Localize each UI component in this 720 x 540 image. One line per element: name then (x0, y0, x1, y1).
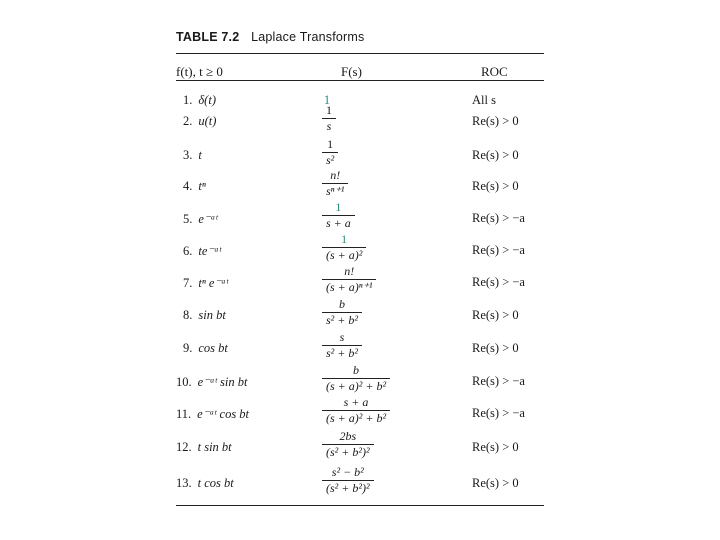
Fs-fraction: $\frac{n!}{\text{(s + a)ⁿ⁺¹}}$ (322, 265, 376, 294)
ft-cell: 3. t (183, 148, 202, 162)
table-row (0, 233, 720, 264)
table-row (0, 104, 720, 135)
ft-cell: 1. δ(t) (183, 93, 216, 107)
table-row (0, 364, 720, 395)
table-row (0, 169, 720, 200)
roc-cell: All s (472, 93, 496, 107)
roc-cell: Re(s) > −a (472, 374, 525, 388)
ft-cell: 9. cos bt (183, 341, 228, 355)
header-Fs: F(s) (341, 64, 362, 79)
ft-cell: 12. t sin bt (176, 440, 232, 454)
roc-cell: Re(s) > 0 (472, 308, 519, 322)
Fs-cell: 1 (323, 93, 331, 107)
table-title (176, 30, 364, 44)
table-row (0, 466, 720, 497)
ft-cell: 13. t cos bt (176, 476, 234, 490)
table-row (0, 331, 720, 362)
Fs-fraction: $\frac{b}{\text{(s + a)² + b²}}$ (322, 364, 390, 393)
Fs-fraction: $\frac{b}{\text{s² + b²}}$ (322, 298, 362, 327)
Fs-fraction: $\frac{\text{s² − b²}}{\text{(s² + b²)²}}$ (322, 466, 374, 495)
ft-cell: 11. e⁻ᵃᵗ cos bt (176, 407, 250, 421)
header-roc: ROC (481, 64, 508, 79)
header-ft: f(t), t ≥ 0 (176, 64, 223, 79)
ft-cell: 8. sin bt (183, 308, 226, 322)
ft-cell: 10. e⁻ᵃᵗ sin bt (176, 375, 248, 389)
roc-cell: Re(s) > −a (472, 243, 525, 257)
roc-cell: Re(s) > −a (472, 406, 525, 420)
ft-cell: 4. tⁿ (183, 179, 206, 193)
ft-cell: 2. u(t) (183, 114, 217, 128)
roc-cell: Re(s) > 0 (472, 148, 519, 162)
top-rule (176, 53, 544, 54)
bottom-rule (176, 505, 544, 506)
roc-cell: Re(s) > 0 (472, 476, 519, 490)
Fs-fraction: $\frac{2bs}{\text{(s² + b²)²}}$ (322, 430, 374, 459)
Fs-fraction: $\frac{1}{s}$ (322, 104, 336, 133)
table-row (0, 396, 720, 427)
roc-cell: Re(s) > 0 (472, 114, 519, 128)
roc-cell: Re(s) > 0 (472, 341, 519, 355)
Fs-fraction: $\frac{1}{s + a}$ (322, 201, 355, 230)
roc-cell: Re(s) > −a (472, 211, 525, 225)
ft-cell: 7. tⁿ e⁻ᵃᵗ (183, 276, 229, 290)
table-name: Laplace Transforms (251, 30, 365, 44)
Fs-fraction: $\frac{1}{\text{(s + a)²}}$ (322, 233, 366, 262)
roc-cell: Re(s) > 0 (472, 440, 519, 454)
table-row (0, 265, 720, 296)
table-number: TABLE 7.2 (176, 30, 240, 44)
roc-cell: Re(s) > −a (472, 275, 525, 289)
table-row (0, 138, 720, 169)
ft-cell: 6. te⁻ᵃᵗ (183, 244, 222, 258)
header-rule (176, 80, 544, 81)
table-row (0, 298, 720, 329)
table-row (0, 430, 720, 461)
Fs-fraction: $\frac{s + a}{\text{(s + a)² + b²}}$ (322, 396, 390, 425)
ft-cell: 5. e⁻ᵃᵗ (183, 212, 218, 226)
roc-cell: Re(s) > 0 (472, 179, 519, 193)
Fs-fraction: $\frac{1}{\text{s²}}$ (322, 138, 338, 167)
Fs-fraction: $\frac{n!}{\text{sⁿ⁺¹}}$ (322, 169, 348, 198)
Fs-fraction: $\frac{s}{\text{s² + b²}}$ (322, 331, 362, 360)
table-row (0, 201, 720, 232)
